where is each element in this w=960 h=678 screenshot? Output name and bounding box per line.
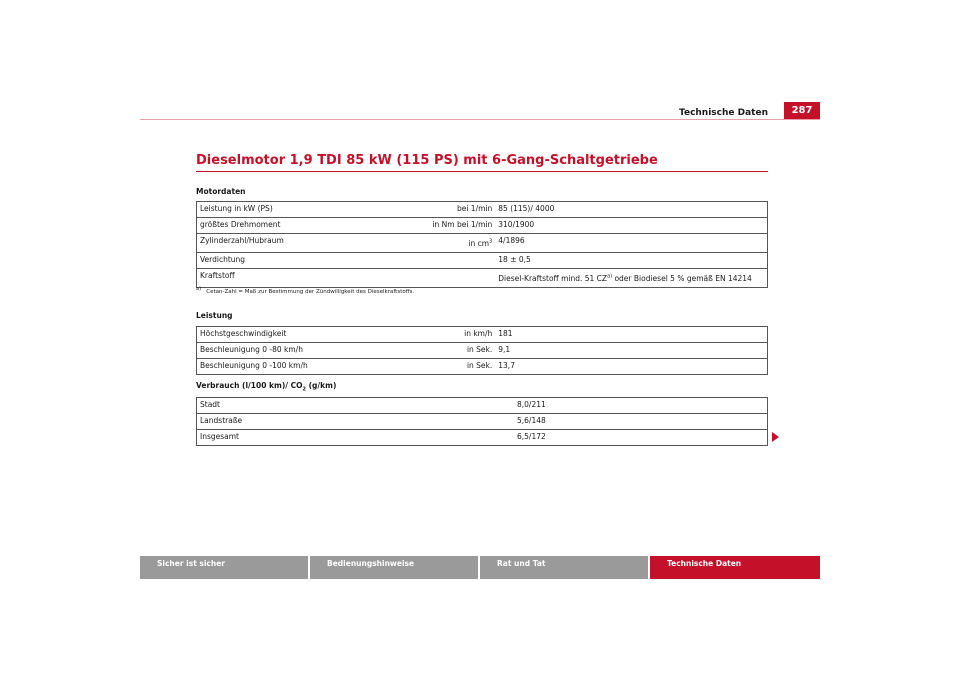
table-row xyxy=(197,269,768,288)
row-label: Verdichtung xyxy=(197,253,388,269)
row-value: 9,1 xyxy=(495,343,767,359)
row-label: Höchstgeschwindigkeit xyxy=(197,327,388,343)
row-value: 181 xyxy=(495,327,767,343)
table-row xyxy=(197,202,768,218)
table-row xyxy=(197,234,768,253)
row-label: Landstraße xyxy=(197,414,484,430)
table-row xyxy=(197,253,768,269)
table-row xyxy=(197,398,768,414)
row-label: größtes Drehmoment xyxy=(197,218,388,234)
page-number: 287 xyxy=(784,102,820,120)
motordaten-table xyxy=(196,201,768,288)
table-row xyxy=(197,343,768,359)
header-divider xyxy=(140,119,820,120)
row-label: Leistung in kW (PS) xyxy=(197,202,388,218)
verbrauch-table xyxy=(196,397,768,446)
row-unit: in Sek. xyxy=(387,359,495,375)
unit-text: in cm xyxy=(468,239,490,248)
verbrauch-heading-b: (g/km) xyxy=(306,381,337,390)
footer-tab-sicher-ist-sicher[interactable] xyxy=(140,556,308,579)
footer-tab-label: Bedienungshinweise xyxy=(327,559,415,568)
verbrauch-heading-sub: 2 xyxy=(302,386,306,393)
table-row xyxy=(197,327,768,343)
row-value: 13,7 xyxy=(495,359,767,375)
table-row xyxy=(197,430,768,446)
row-label: Beschleunigung 0 -100 km/h xyxy=(197,359,388,375)
verbrauch-heading-a: Verbrauch (l/100 km)/ CO xyxy=(196,381,303,390)
footnote-mark: a) xyxy=(196,286,202,293)
section-heading-verbrauch xyxy=(196,381,337,393)
table-row xyxy=(197,359,768,375)
row-label: Beschleunigung 0 -80 km/h xyxy=(197,343,388,359)
unit-superscript: 3 xyxy=(489,238,493,245)
footer-tab-label: Technische Daten xyxy=(667,559,742,568)
footer-tab-rat-und-tat[interactable] xyxy=(480,556,648,579)
table-row xyxy=(197,218,768,234)
footnote-text: Cetan-Zahl = Maß zur Bestimmung der Zündwilligkeit des Dieselkraftstoffs. xyxy=(206,289,415,295)
footer-tab-label: Sicher ist sicher xyxy=(157,559,225,568)
section-heading-motordaten: Motordaten xyxy=(196,187,246,196)
row-unit xyxy=(387,269,495,288)
row-label: Zylinderzahl/Hubraum xyxy=(197,234,388,253)
row-unit xyxy=(387,234,495,253)
title-divider xyxy=(196,171,768,172)
row-value: 4/1896 xyxy=(495,234,767,253)
row-value: 310/1900 xyxy=(495,218,767,234)
row-label: Insgesamt xyxy=(197,430,484,446)
footer-tab-technische-daten[interactable] xyxy=(650,556,820,579)
footnote xyxy=(196,286,415,295)
next-page-arrow-icon[interactable] xyxy=(772,432,779,442)
row-value xyxy=(495,269,767,288)
row-label: Stadt xyxy=(197,398,484,414)
row-value: 8,0/211 xyxy=(483,398,768,414)
row-unit: bei 1/min xyxy=(387,202,495,218)
fuel-text-rest: oder Biodiesel 5 % gemäß EN 14214 xyxy=(612,274,752,283)
row-value: 18 ± 0,5 xyxy=(495,253,767,269)
row-value: 5,6/148 xyxy=(483,414,768,430)
row-unit: in Nm bei 1/min xyxy=(387,218,495,234)
row-unit: in km/h xyxy=(387,327,495,343)
section-heading-leistung: Leistung xyxy=(196,311,233,320)
footnote-ref: a) xyxy=(607,273,613,280)
table-row xyxy=(197,414,768,430)
row-value: 6,5/172 xyxy=(483,430,768,446)
row-unit: in Sek. xyxy=(387,343,495,359)
page-title: Dieselmotor 1,9 TDI 85 kW (115 PS) mit 6-Gang-Schaltgetriebe xyxy=(196,153,658,168)
row-value: 85 (115)/ 4000 xyxy=(495,202,767,218)
leistung-table xyxy=(196,326,768,375)
row-label: Kraftstoff xyxy=(197,269,388,288)
row-unit xyxy=(387,253,495,269)
header-section-title: Technische Daten xyxy=(679,108,768,118)
footer-tab-bedienungshinweise[interactable] xyxy=(310,556,478,579)
fuel-text: Diesel-Kraftstoff mind. 51 CZ xyxy=(498,274,608,283)
footer-tab-label: Rat und Tat xyxy=(497,559,546,568)
